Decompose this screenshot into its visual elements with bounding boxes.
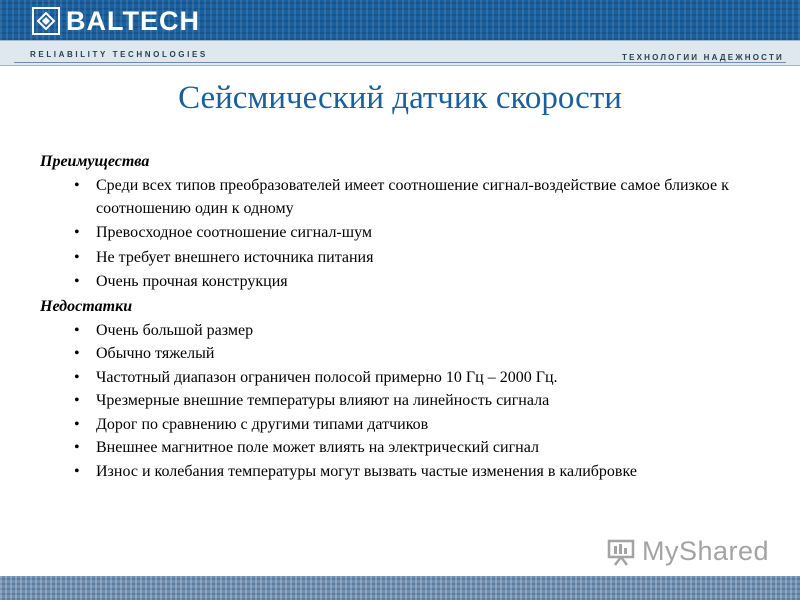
disadvantage-item: • Внешнее магнитное поле может влиять на электрический сигнал [40, 436, 760, 460]
disadvantage-item: • Дорог по сравнению с другими типами датчиков [40, 413, 760, 437]
disadvantage-item: • Обычно тяжелый [40, 342, 760, 366]
header-divider [14, 62, 786, 63]
advantage-item: • Среди всех типов преобразователей имеет соотношение сигнал-воздействие самое близкое к соотношению один к одному [40, 174, 760, 221]
disadvantage-item: • Частотный диапазон ограничен полосой примерно 10 Гц – 2000 Гц. [40, 366, 760, 390]
advantage-item: • Превосходное соотношение сигнал-шум [40, 221, 760, 245]
myshared-watermark [606, 536, 769, 567]
logo-text: BALTECH [66, 6, 200, 36]
slide-title: Сейсмический датчик скорости [178, 80, 622, 116]
watermark-text: MyShared [642, 536, 770, 566]
slide-content [40, 150, 760, 483]
disadvantage-item: • Очень большой размер [40, 319, 760, 343]
advantage-item: • Очень прочная конструкция [40, 270, 760, 294]
baltech-logo [32, 5, 200, 37]
disadvantages-heading: Недостатки [40, 298, 133, 315]
tagline-right: ТЕХНОЛОГИИ НАДЕЖНОСТИ [622, 53, 784, 62]
header-bar [0, 0, 800, 40]
disadvantage-item: • Износ и колебания температуры могут вызвать частые изменения в калибровке [40, 460, 760, 484]
slide-header [0, 0, 800, 66]
advantages-list [40, 174, 760, 294]
advantage-item: • Не требует внешнего источника питания [40, 246, 760, 270]
logo-emblem-icon [32, 7, 60, 35]
presentation-board-icon [606, 537, 636, 567]
footer-bar [0, 576, 800, 600]
disadvantages-list [40, 319, 760, 484]
disadvantage-item: • Чрезмерные внешние температуры влияют на линейность сигнала [40, 389, 760, 413]
tagline-left: RELIABILITY TECHNOLOGIES [30, 50, 208, 59]
advantages-heading: Преимущества [40, 153, 150, 170]
